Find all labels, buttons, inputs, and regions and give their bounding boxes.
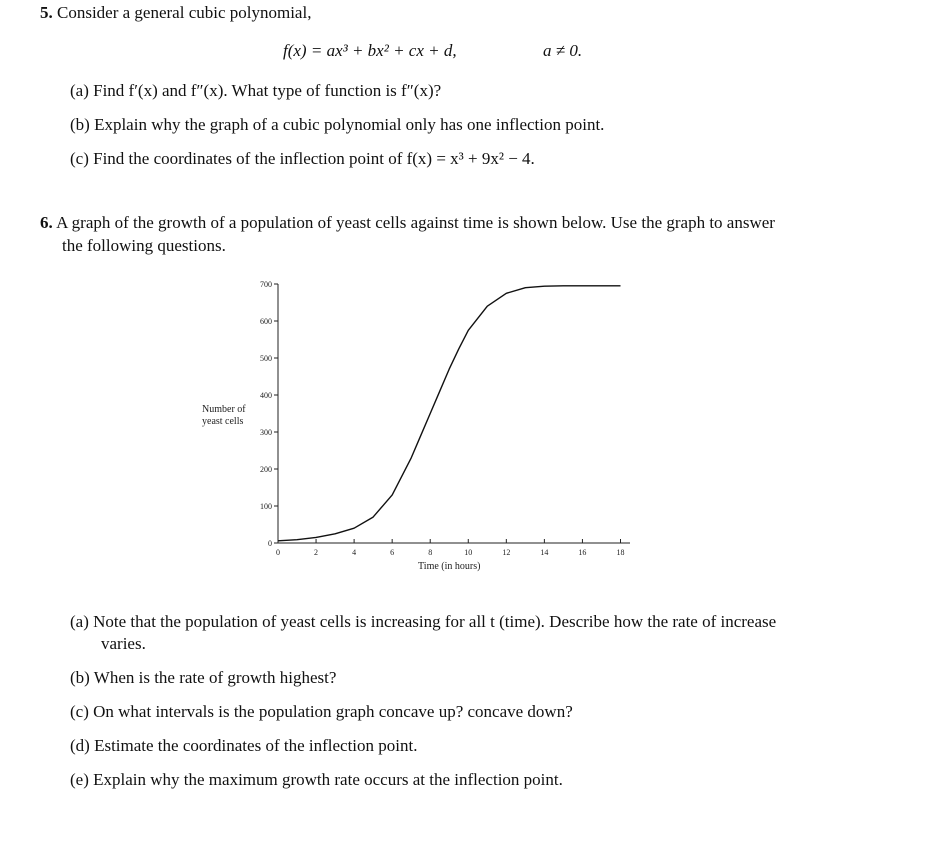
x-tick-label: 6 bbox=[390, 548, 395, 557]
problem-5-part-c bbox=[70, 148, 535, 170]
problem-6-part-a bbox=[70, 611, 776, 633]
y-tick-label: 500 bbox=[260, 354, 272, 363]
part-text: Estimate the coordinates of the inflection point. bbox=[94, 736, 418, 755]
problem-6-number: 6. bbox=[40, 213, 53, 232]
part-text: Find the coordinates of the inflection point of f(x) = x³ + 9x² − 4. bbox=[93, 149, 535, 168]
problem-6-intro-line1: A graph of the growth of a population of yeast cells against time is shown below. Use the graph to answer bbox=[56, 213, 775, 232]
part-text: Note that the population of yeast cells is increasing for all t (time). Describe how the rate of increase bbox=[93, 612, 777, 631]
x-tick-label: 16 bbox=[578, 548, 587, 557]
yeast-growth-chart bbox=[190, 270, 650, 580]
part-label: (a) bbox=[70, 81, 89, 100]
part-label: (d) bbox=[70, 736, 90, 755]
part-label: (c) bbox=[70, 149, 89, 168]
problem-5-equation: f(x) = ax³ + bx² + cx + d, bbox=[283, 41, 457, 60]
problem-6-intro-line2: the following questions. bbox=[62, 236, 226, 255]
part-label: (e) bbox=[70, 770, 89, 789]
part-label: (c) bbox=[70, 702, 89, 721]
problem-5-condition: a ≠ 0. bbox=[543, 41, 583, 60]
problem-5-part-b bbox=[70, 114, 604, 136]
x-tick-label: 0 bbox=[276, 548, 280, 557]
y-tick-label: 300 bbox=[260, 428, 272, 437]
x-tick-label: 2 bbox=[314, 548, 319, 557]
part-text: Find f′(x) and f″(x). What type of function is f″(x)? bbox=[93, 81, 442, 100]
y-tick-label: 200 bbox=[260, 465, 272, 474]
y-tick-label: 400 bbox=[260, 391, 272, 400]
problem-5-part-a bbox=[70, 80, 441, 102]
y-axis-label-line2: yeast cells bbox=[202, 416, 244, 427]
y-axis-label-line1: Number of bbox=[202, 404, 246, 415]
problem-5-intro: Consider a general cubic polynomial, bbox=[57, 3, 312, 22]
problem-6-part-c bbox=[70, 701, 573, 723]
y-tick-label: 100 bbox=[260, 502, 272, 511]
x-tick-label: 12 bbox=[502, 548, 511, 557]
y-tick-label: 600 bbox=[260, 317, 272, 326]
y-tick-label: 0 bbox=[268, 539, 272, 548]
x-tick-label: 8 bbox=[428, 548, 433, 557]
part-label: (b) bbox=[70, 668, 90, 687]
problem-6-part-d bbox=[70, 735, 417, 757]
problem-6-part-a-continued: varies. bbox=[101, 634, 146, 653]
problem-5-heading bbox=[40, 2, 311, 24]
x-tick-label: 14 bbox=[540, 548, 549, 557]
x-tick-label: 18 bbox=[616, 548, 625, 557]
y-tick-label: 700 bbox=[260, 280, 272, 289]
problem-5-number: 5. bbox=[40, 3, 53, 22]
problem-6-part-b bbox=[70, 667, 336, 689]
population-curve bbox=[278, 286, 621, 541]
x-axis-label: Time (in hours) bbox=[418, 561, 481, 572]
part-text: On what intervals is the population graph concave up? concave down? bbox=[93, 702, 573, 721]
part-label: (b) bbox=[70, 115, 90, 134]
problem-6-heading bbox=[40, 212, 775, 234]
x-tick-label: 4 bbox=[352, 548, 357, 557]
part-text: Explain why the graph of a cubic polynomial only has one inflection point. bbox=[94, 115, 605, 134]
part-label: (a) bbox=[70, 612, 89, 631]
problem-6-part-e bbox=[70, 769, 563, 791]
part-text: When is the rate of growth highest? bbox=[93, 668, 337, 687]
part-text: Explain why the maximum growth rate occurs at the inflection point. bbox=[93, 770, 563, 789]
x-tick-label: 10 bbox=[464, 548, 473, 557]
